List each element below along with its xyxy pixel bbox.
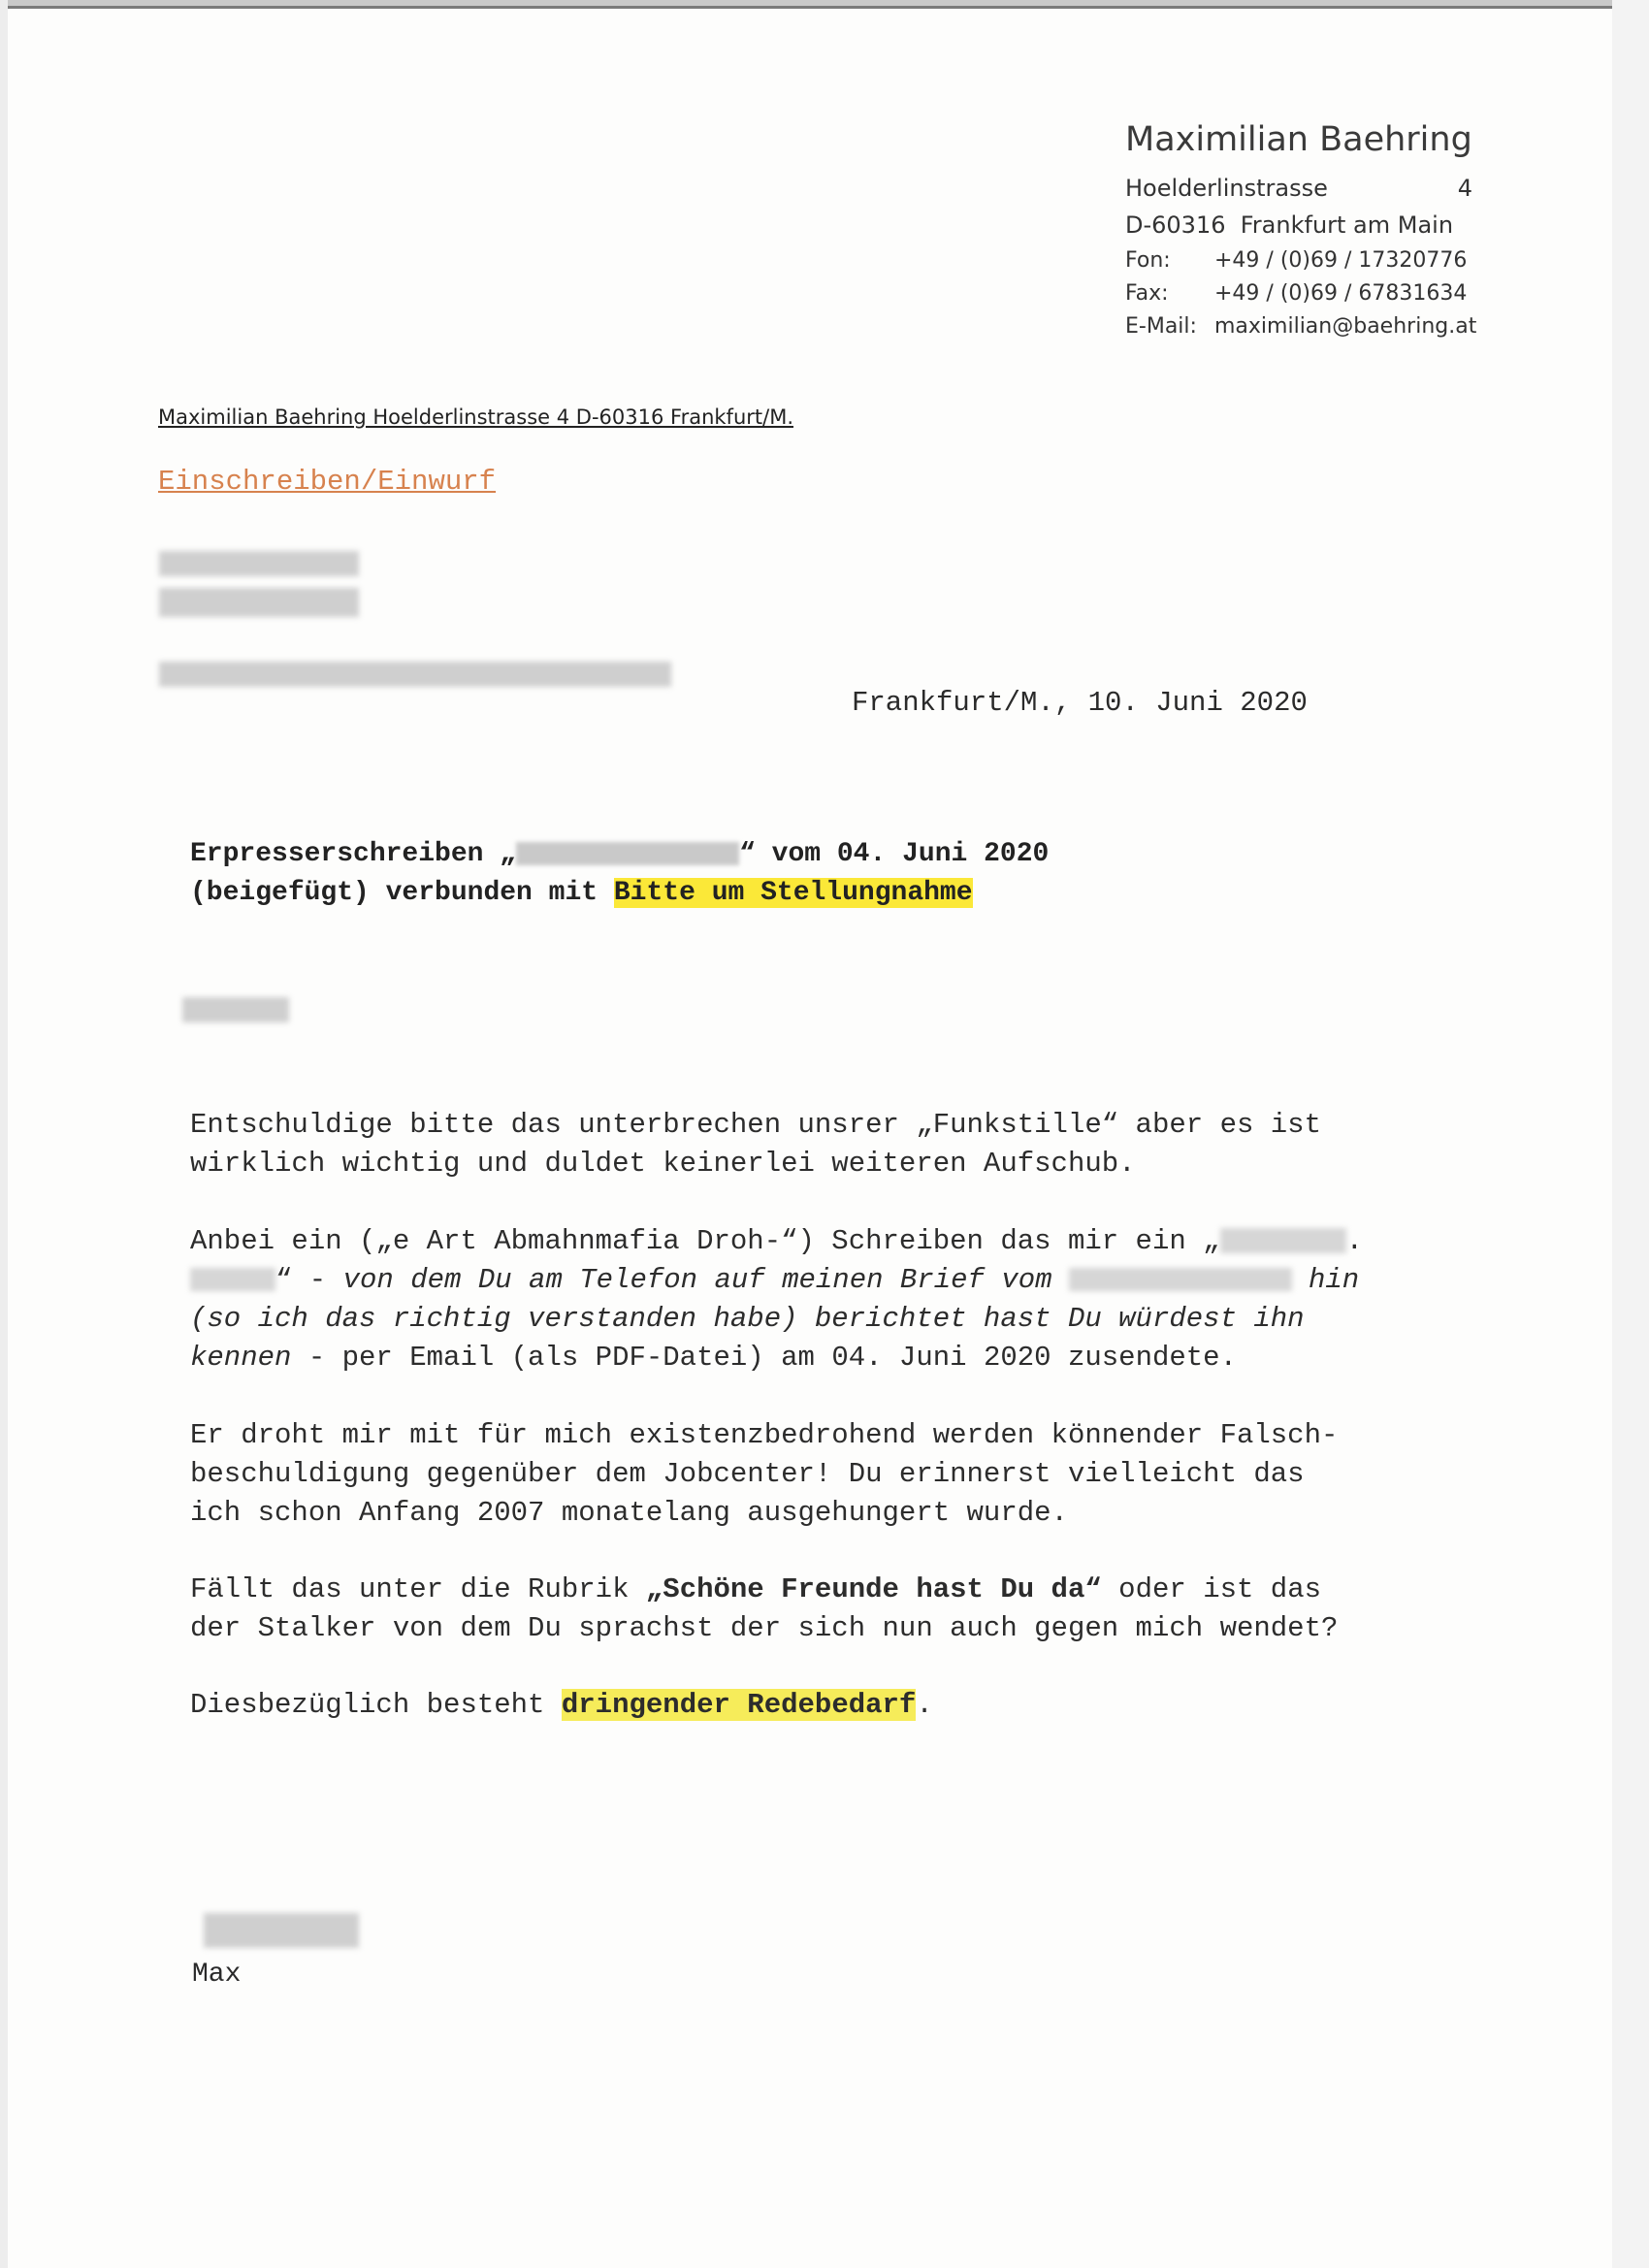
redacted-recipient-line-2 bbox=[159, 588, 359, 617]
body-p1-line-1: Entschuldige bitte das unterbrechen unsrer „Funkstille“ aber es ist bbox=[190, 1109, 1321, 1141]
body-p1-line-2: wirklich wichtig und duldet keinerlei weiteren Aufschub. bbox=[190, 1148, 1136, 1180]
body-p2-line-3: (so ich das richtig verstanden habe) berichtet hast Du würdest ihn bbox=[190, 1303, 1305, 1335]
body-p2-line-1-end: . bbox=[1345, 1225, 1363, 1257]
subject-prefix: Erpresserschreiben „ bbox=[190, 839, 517, 869]
redacted-sender-surname bbox=[190, 1268, 275, 1291]
letterhead-email bbox=[1125, 314, 1476, 339]
body-p2-line-2-c: hin bbox=[1308, 1264, 1360, 1296]
letterhead-house-number: 4 bbox=[1457, 175, 1472, 202]
subject-line-2 bbox=[190, 878, 973, 908]
letterhead-fax bbox=[1125, 281, 1467, 306]
redacted-recipient-line-3 bbox=[159, 662, 671, 687]
body-p4-line-1-c: oder ist das bbox=[1101, 1573, 1322, 1605]
body-p2-line-4 bbox=[190, 1339, 1237, 1377]
letterhead-street bbox=[1125, 175, 1472, 202]
body-p5-line-1 bbox=[190, 1686, 933, 1725]
phone-number: +49 / (0)69 / 17320776 bbox=[1214, 248, 1468, 273]
fax-number: +49 / (0)69 / 67831634 bbox=[1214, 281, 1468, 306]
body-p2-line-4-a: kennen bbox=[190, 1342, 292, 1374]
letterhead-city: D-60316 Frankfurt am Main bbox=[1125, 211, 1454, 239]
body-p2-line-1 bbox=[190, 1222, 1363, 1261]
email-label: E-Mail: bbox=[1125, 314, 1197, 339]
body-p2-line-1-text: Anbei ein („e Art Abmahnmafia Droh-“) Schreiben das mir ein „ bbox=[190, 1225, 1220, 1257]
subject-line2-prefix: (beigefügt) verbunden mit bbox=[190, 878, 614, 908]
redacted-salutation bbox=[182, 997, 289, 1022]
redacted-closing bbox=[204, 1913, 359, 1948]
body-p3-line-2: beschuldigung gegenüber dem Jobcenter! Du erinnerst vielleicht das bbox=[190, 1458, 1305, 1490]
redacted-sender-name bbox=[1220, 1228, 1346, 1253]
body-p4-line-1-a: Fällt das unter die Rubrik bbox=[190, 1573, 646, 1605]
scan-edge-shadow bbox=[0, 6, 1649, 9]
body-p5-highlight: dringender Redebedarf bbox=[561, 1689, 917, 1721]
body-p3-line-3: ich schon Anfang 2007 monatelang ausgehungert wurde. bbox=[190, 1497, 1068, 1529]
fax-label: Fax: bbox=[1125, 281, 1169, 306]
redacted-recipient-line-1 bbox=[159, 551, 359, 576]
body-p4-line-2: der Stalker von dem Du sprachst der sich nun auch gegen mich wendet? bbox=[190, 1612, 1339, 1644]
body-p2-line-4-b: - per Email (als PDF-Datei) am 04. Juni 2020 zusendete. bbox=[291, 1342, 1237, 1374]
body-p2-line-2 bbox=[190, 1261, 1359, 1300]
subject-suffix: “ vom 04. Juni 2020 bbox=[739, 839, 1050, 869]
letterhead-name: Maximilian Baehring bbox=[1125, 120, 1472, 159]
sender-return-line: Maximilian Baehring Hoelderlinstrasse 4 D-60316 Frankfurt/M. bbox=[158, 405, 793, 429]
registered-mail-note: Einschreiben/Einwurf bbox=[158, 466, 497, 498]
body-p5-c: . bbox=[916, 1689, 933, 1721]
subject-highlight: Bitte um Stellungnahme bbox=[613, 878, 973, 908]
letter-date: Frankfurt/M., 10. Juni 2020 bbox=[852, 687, 1308, 719]
body-p2-line-2-b: von dem Du am Telefon auf meinen Brief vom bbox=[342, 1264, 1069, 1296]
scan-edge-left bbox=[0, 0, 8, 2268]
letterhead-street-name: Hoelderlinstrasse bbox=[1125, 175, 1328, 202]
body-p4-line-1-b: „Schöne Freunde hast Du da“ bbox=[645, 1573, 1102, 1605]
redacted-letter-date bbox=[1069, 1268, 1292, 1291]
scan-edge-right bbox=[1612, 0, 1649, 2268]
signature-name: Max bbox=[192, 1960, 242, 1990]
subject-line-1 bbox=[190, 839, 1049, 869]
redacted-subject-name bbox=[516, 842, 739, 865]
letterhead-phone bbox=[1125, 248, 1467, 273]
body-p3-line-1: Er droht mir mit für mich existenzbedrohend werden könnender Falsch- bbox=[190, 1419, 1339, 1451]
email-address: maximilian@baehring.at bbox=[1214, 314, 1477, 339]
body-p2-line-2-a: “ - bbox=[275, 1264, 343, 1296]
body-p5-a: Diesbezüglich besteht bbox=[190, 1689, 562, 1721]
phone-label: Fon: bbox=[1125, 248, 1171, 273]
body-p4-line-1 bbox=[190, 1571, 1321, 1609]
